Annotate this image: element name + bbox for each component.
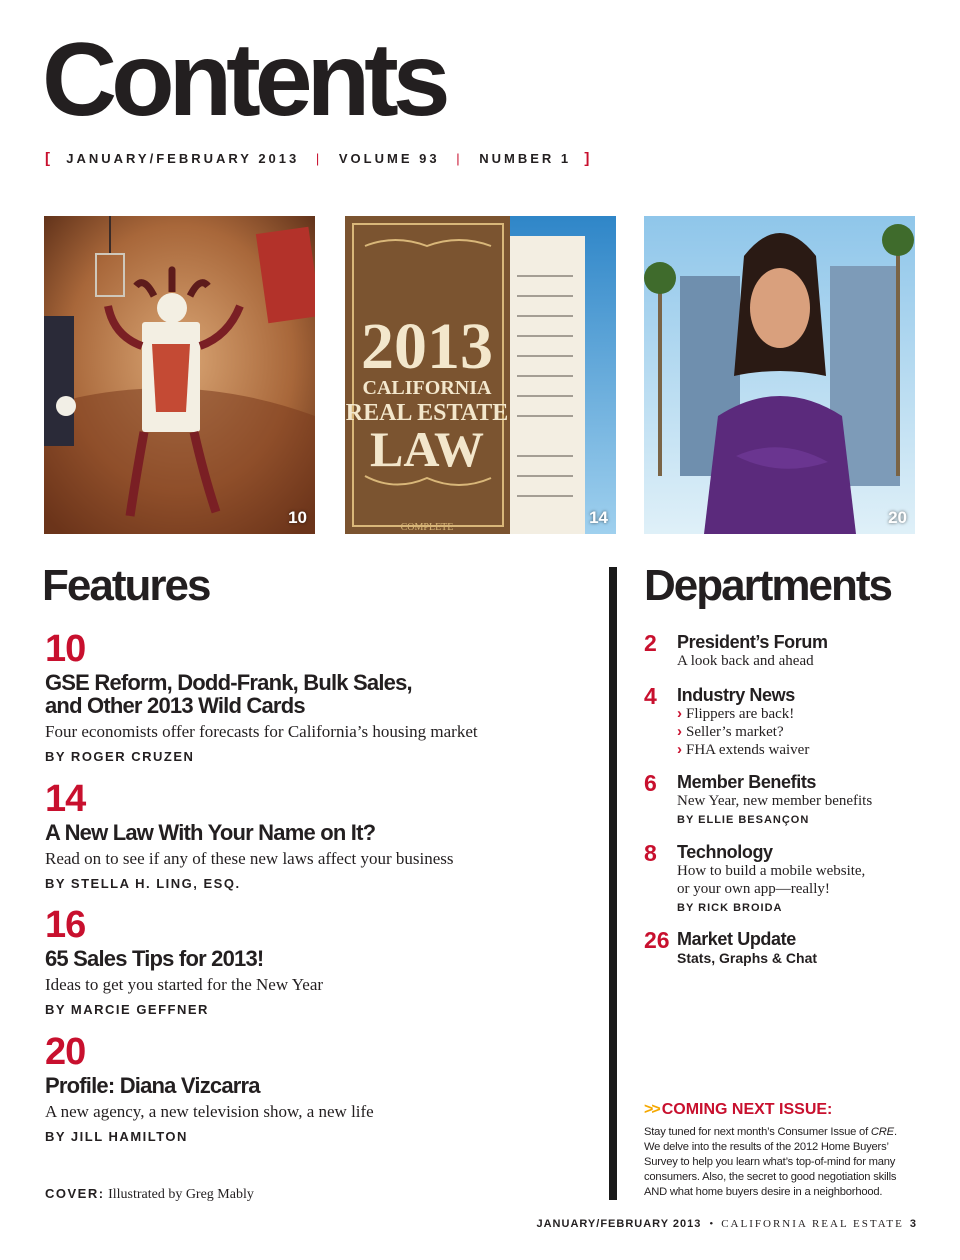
cover-credit-label: COVER: [45,1186,105,1201]
department-title: Industry News [677,685,795,705]
features-heading: Features [42,561,210,610]
cover-credit-text: Illustrated by Greg Mably [108,1187,254,1202]
department-description-line: How to build a mobile website, [677,863,866,879]
cover-credit [45,1186,254,1203]
feature-byline: BY STELLA H. LING, ESQ. [45,876,241,891]
footer-date: JANUARY/FEBRUARY 2013 [536,1218,702,1230]
issue-volume: VOLUME 93 [338,151,440,166]
separator: | [456,151,463,166]
news-bullet [677,705,934,723]
chevron-right-icon: › [677,741,682,758]
photo-page-number: 14 [589,508,608,527]
department-page-number: 26 [644,927,670,953]
open-bracket: [ [45,150,53,167]
page-title: Contents [42,22,445,138]
department-description: Stats, Graphs & Chat [677,950,818,966]
department-item[interactable] [644,842,934,914]
double-chevron-icon: >> [644,1101,659,1118]
department-byline: BY ELLIE BESANÇON [677,814,810,826]
department-page-number: 2 [644,630,657,656]
feature-item[interactable] [45,780,585,891]
department-item[interactable] [644,772,934,826]
department-title: Technology [677,842,773,862]
news-bullet [677,723,934,741]
feature-title: Profile: Diana Vizcarra [45,1073,260,1098]
department-title: President’s Forum [677,632,828,652]
feature-title: A New Law With Your Name on It? [45,820,376,845]
photo-law-book[interactable] [345,216,616,534]
photo-portrait[interactable] [644,216,915,534]
footer-magazine-name: CALIFORNIA REAL ESTATE [721,1218,904,1230]
coming-next-text-part: Stay tuned for next month’s Consumer Issue of [644,1126,871,1138]
department-title: Market Update [677,929,796,949]
feature-description: Read on to see if any of these new laws affect your business [45,849,454,868]
news-bullet-text: Flippers are back! [686,706,795,722]
column-divider [609,567,617,1200]
coming-next-text-emphasis: CRE [870,1126,894,1138]
feature-page-number: 14 [45,778,86,820]
chevron-right-icon: › [677,723,682,740]
feature-description: Four economists offer forecasts for California’s housing market [45,722,478,741]
departments-heading: Departments [644,561,891,610]
feature-page-number: 20 [45,1031,86,1073]
feature-page-number: 10 [45,628,86,670]
chevron-right-icon: › [677,705,682,722]
footer-page-number: 3 [909,1218,916,1230]
feature-byline: BY MARCIE GEFFNER [45,1002,209,1017]
department-item[interactable] [644,685,934,759]
department-byline: BY RICK BROIDA [677,902,783,914]
feature-item[interactable] [45,630,585,764]
feature-item[interactable] [45,906,585,1017]
issue-date: JANUARY/FEBRUARY 2013 [66,151,300,166]
close-bracket: ] [584,150,593,167]
department-description: New Year, new member benefits [677,793,873,809]
coming-next-title: COMING NEXT ISSUE: [661,1101,833,1118]
department-page-number: 6 [644,770,657,796]
department-item[interactable] [644,632,934,670]
photo-jester-illustration[interactable] [44,216,315,534]
department-title: Member Benefits [677,772,817,792]
feature-title-line: and Other 2013 Wild Cards [45,693,305,718]
photo-page-number: 10 [288,508,307,527]
feature-description: A new agency, a new television show, a new life [45,1102,374,1121]
feature-title: 65 Sales Tips for 2013! [45,946,264,971]
portrait-image [644,216,915,534]
law-book-image [345,216,616,534]
department-page-number: 8 [644,840,657,866]
news-bullet [677,741,934,759]
department-description-line: or your own app—really! [677,881,830,897]
news-bullet-text: FHA extends waiver [686,742,810,758]
book-year: 2013 [361,310,493,383]
book-line-3: LAW [370,421,484,477]
department-page-number: 4 [644,683,657,709]
footer-bullet: • [709,1218,714,1230]
page-footer [537,1218,917,1230]
feature-title-line: GSE Reform, Dodd-Frank, Bulk Sales, [45,670,412,695]
issue-info [45,150,592,167]
book-line-2: REAL ESTATE [345,400,509,426]
book-line-1: CALIFORNIA [362,377,492,399]
issue-number: NUMBER 1 [479,151,572,166]
feature-title [45,671,585,717]
department-item[interactable] [644,929,934,967]
news-bullet-text: Seller’s market? [686,724,784,740]
separator: | [315,151,323,166]
feature-byline: BY JILL HAMILTON [45,1129,188,1144]
photo-page-number: 20 [888,508,907,527]
feature-description: Ideas to get you started for the New Year [45,975,324,994]
feature-page-number: 16 [45,904,86,946]
coming-next-heading [644,1101,832,1119]
department-description: A look back and ahead [677,653,814,669]
coming-next-text [644,1125,914,1200]
feature-item[interactable] [45,1033,585,1144]
feature-byline: BY ROGER CRUZEN [45,749,195,764]
coming-next-text-part: . We delve into the results of the 2012 Home Buyers’ Survey to help you learn what’s top-of-mind for many consumers. Also, the secret to good negotiation skills AND what home buyers desire in a neighborhood. [644,1126,897,1198]
book-bottom-text: COMPLETE [400,522,454,533]
jester-illustration [44,216,315,534]
